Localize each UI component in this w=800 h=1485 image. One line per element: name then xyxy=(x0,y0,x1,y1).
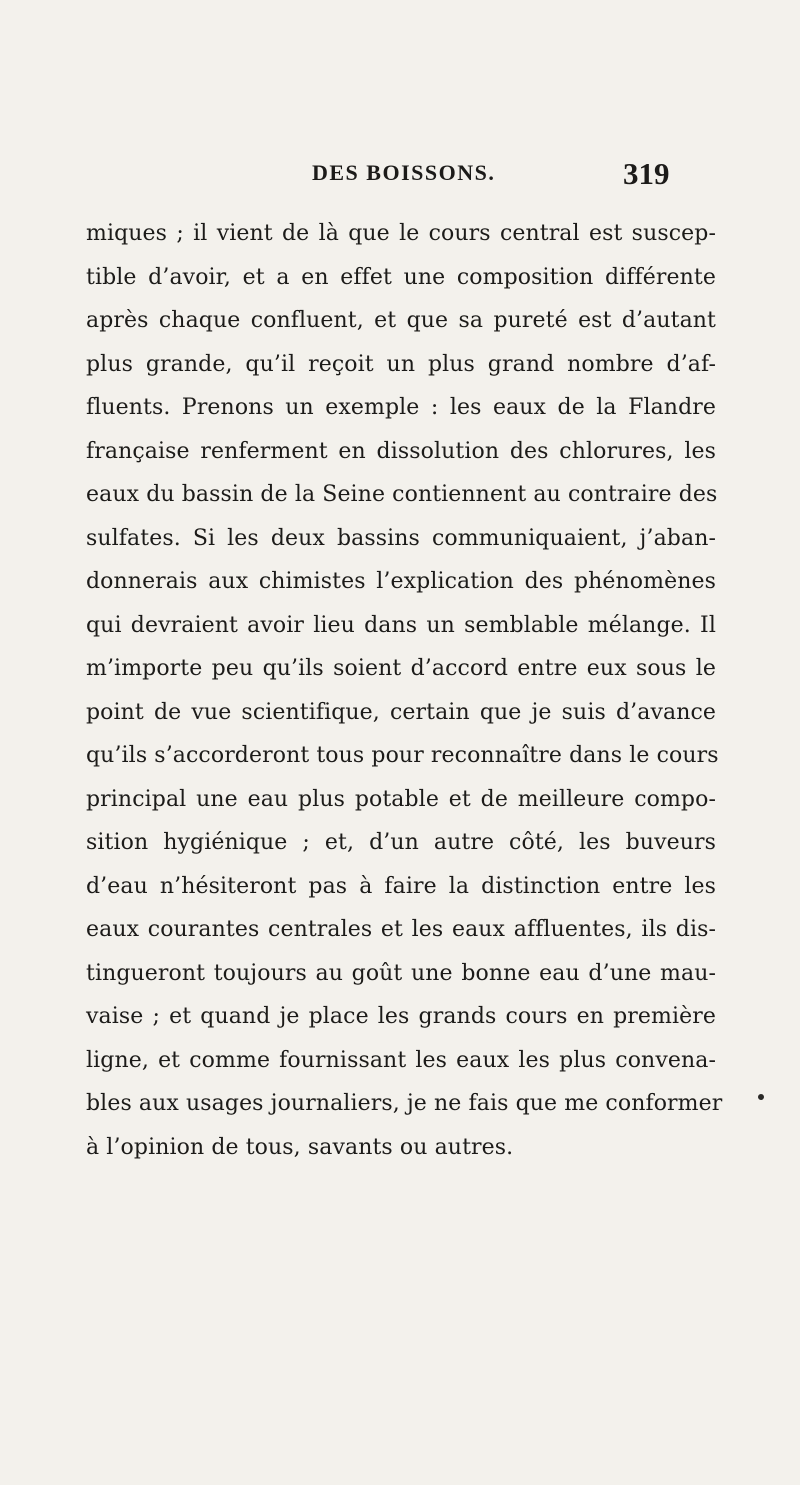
page-number: 319 xyxy=(623,156,670,191)
text-line: m’importe peu qu’ils soient d’accord entre eux sous le xyxy=(86,656,716,681)
body-text xyxy=(86,212,723,1169)
text-line-last: à l’opinion de tous, savants ou autres. xyxy=(86,1134,514,1160)
text-line: donnerais aux chimistes l’explication des phénomènes xyxy=(86,569,716,594)
text-line: qu’ils s’accorderont tous pour reconnaître dans le cours xyxy=(86,743,719,768)
text-line: plus grande, qu’il reçoit un plus grand nombre d’af- xyxy=(86,351,716,377)
text-line: vaise ; et quand je place les grands cours en première xyxy=(86,1004,716,1029)
text-line: principal une eau plus potable et de meilleure compo- xyxy=(86,786,716,812)
text-line: tible d’avoir, et a en effet une composition différente xyxy=(86,264,716,290)
text-line: tingueront toujours au goût une bonne eau d’une mau- xyxy=(86,960,716,986)
text-line: eaux du bassin de la Seine contiennent au contraire des xyxy=(86,482,718,507)
text-line: miques ; il vient de là que le cours central est suscep- xyxy=(86,221,716,246)
text-line: qui devraient avoir lieu dans un semblable mélange. Il xyxy=(86,612,716,638)
running-header xyxy=(0,156,800,196)
text-line: eaux courantes centrales et les eaux affluentes, ils dis- xyxy=(86,917,716,942)
text-line: d’eau n’hésiteront pas à faire la distinction entre les xyxy=(86,873,716,899)
text-line: fluents. Prenons un exemple : les eaux de la Flandre xyxy=(86,395,716,420)
text-line: ligne, et comme fournissant les eaux les plus convena- xyxy=(86,1047,716,1073)
text-line: sition hygiénique ; et, d’un autre côté, les buveurs xyxy=(86,830,716,855)
ink-spot xyxy=(758,1094,764,1100)
text-line: après chaque confluent, et que sa pureté est d’autant xyxy=(86,308,716,333)
text-line: française renferment en dissolution des chlorures, les xyxy=(86,438,716,464)
text-line: sulfates. Si les deux bassins communiquaient, j’aban- xyxy=(86,525,716,551)
running-title: DES BOISSONS. xyxy=(312,160,496,185)
text-line: point de vue scientifique, certain que je suis d’avance xyxy=(86,699,716,725)
text-line: bles aux usages journaliers, je ne fais que me conformer xyxy=(86,1091,723,1116)
